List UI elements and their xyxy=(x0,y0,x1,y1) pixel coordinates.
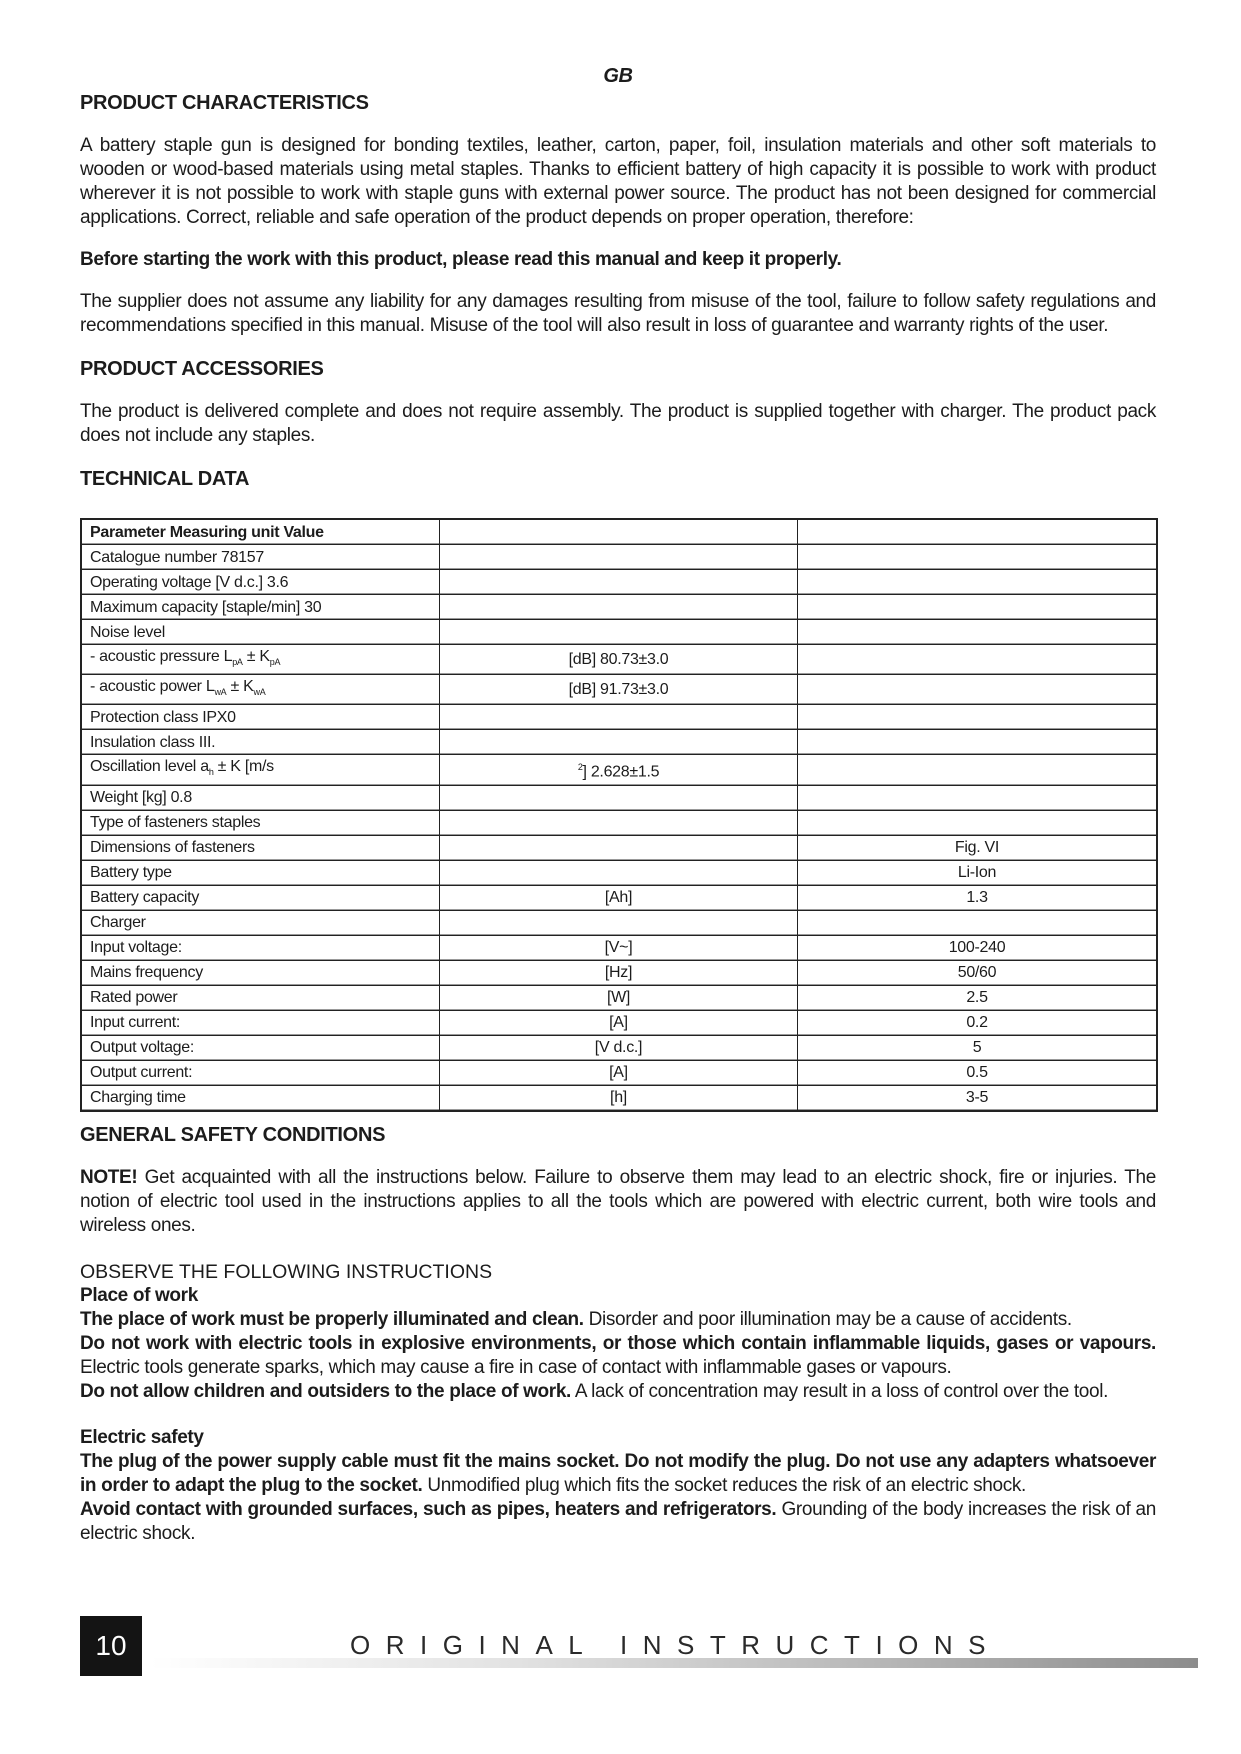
electric-rule-2-text: Grounding of the body increases the risk of an electric shock. xyxy=(80,1498,1156,1544)
parameter-cell xyxy=(82,811,440,836)
unit-cell xyxy=(440,811,798,836)
place-rule-3-text: A lack of concentration may result in a loss of control over the tool. xyxy=(571,1380,1108,1402)
value-cell xyxy=(798,705,1156,730)
parameter-cell xyxy=(82,595,440,620)
parameter-cell xyxy=(82,755,440,785)
unit-text: ] 2.628±1.5 xyxy=(582,763,660,781)
unit-cell xyxy=(440,861,798,886)
parameter-text: Rated power xyxy=(90,989,178,1007)
table-row xyxy=(82,595,1156,620)
value-cell xyxy=(798,811,1156,836)
unit-text: [Hz] xyxy=(604,964,633,982)
value-cell: 3-5 xyxy=(798,1086,1156,1110)
unit-cell xyxy=(440,675,798,705)
parameter-text: Operating voltage [V d.c.] 3.6 xyxy=(90,573,289,591)
parameter-cell xyxy=(82,1011,440,1036)
parameter-cell xyxy=(82,786,440,811)
parameter-cell xyxy=(82,520,440,545)
value-cell: 2.5 xyxy=(798,986,1156,1011)
unit-cell xyxy=(440,645,798,675)
unit-cell xyxy=(440,755,798,785)
place-rule-2-text: Electric tools generate sparks, which may cause a fire in case of contact with inflammable gases or vapours. xyxy=(80,1356,952,1378)
value-cell: 5 xyxy=(798,1036,1156,1061)
electric-rule-2 xyxy=(80,1498,1156,1546)
unit-text: [V~] xyxy=(604,939,633,957)
table-row xyxy=(82,811,1156,836)
parameter-cell xyxy=(82,1061,440,1086)
unit-cell xyxy=(440,620,798,645)
unit-cell xyxy=(440,1061,798,1086)
parameter-subscript: wA xyxy=(253,687,266,698)
section-title-technical-data: TECHNICAL DATA xyxy=(80,468,250,490)
parameter-cell xyxy=(82,645,440,675)
table-row xyxy=(82,570,1156,595)
electric-rule-1-text: Unmodified plug which fits the socket reduces the risk of an electric shock. xyxy=(422,1474,1026,1496)
parameter-subscript: wA xyxy=(214,687,227,698)
parameter-text: Oscillation level a xyxy=(90,758,209,776)
place-rule-2-bold: Do not work with electric tools in explosive environments, or those which contain inflammable liquids, gases or vapours. xyxy=(80,1332,1156,1354)
parameter-text: Output voltage: xyxy=(90,1039,195,1057)
unit-cell xyxy=(440,520,798,545)
table-row xyxy=(82,675,1156,705)
unit-cell xyxy=(440,1036,798,1061)
unit-text: [V d.c.] xyxy=(594,1039,643,1057)
table-row xyxy=(82,786,1156,811)
table-row xyxy=(82,886,1156,911)
observe-instructions-heading: OBSERVE THE FOLLOWING INSTRUCTIONS xyxy=(80,1260,493,1283)
parameter-cell xyxy=(82,936,440,961)
parameter-cell xyxy=(82,961,440,986)
place-rule-1-text: Disorder and poor illumination may be a cause of accidents. xyxy=(583,1308,1072,1330)
value-cell xyxy=(798,675,1156,705)
parameter-subscript: h xyxy=(208,767,214,778)
table-row xyxy=(82,705,1156,730)
parameter-text: Dimensions of fasteners xyxy=(90,839,255,857)
value-cell: 1.3 xyxy=(798,886,1156,911)
unit-cell xyxy=(440,570,798,595)
parameter-text: - acoustic power L xyxy=(90,678,215,696)
value-cell xyxy=(798,645,1156,675)
parameter-cell xyxy=(82,570,440,595)
electric-rule-1-bold: The plug of the power supply cable must fit the mains socket. Do not modify the plug. Do not use any adapters whatsoever in order to adapt the plug to the socket. xyxy=(80,1450,1156,1496)
parameter-text: Maximum capacity [staple/min] 30 xyxy=(90,598,322,616)
value-cell: 100-240 xyxy=(798,936,1156,961)
parameter-text: Mains frequency xyxy=(90,964,203,982)
parameter-text: Output current: xyxy=(90,1064,193,1082)
unit-cell xyxy=(440,911,798,936)
value-cell xyxy=(798,545,1156,570)
table-row xyxy=(82,986,1156,1011)
liability-paragraph: The supplier does not assume any liability for any damages resulting from misuse of the tool, failure to follow safety regulations and recommendations specified in this manual. Misuse of the tool will also result in loss of guarantee and warranty rights of the user. xyxy=(80,291,1156,336)
unit-cell xyxy=(440,886,798,911)
table-row xyxy=(82,1086,1156,1110)
unit-text: [A] xyxy=(609,1014,628,1032)
table-row xyxy=(82,836,1156,861)
value-cell xyxy=(798,620,1156,645)
note-text: Get acquainted with all the instructions below. Failure to observe them may lead to an electric shock, fire or injuries. The notion of electric tool used in the instructions applies to all the tools which are powered with electric current, both wire tools and wireless ones. xyxy=(80,1166,1156,1236)
parameter-cell xyxy=(82,836,440,861)
place-rule-1-bold: The place of work must be properly illuminated and clean. xyxy=(80,1308,584,1330)
value-cell xyxy=(798,730,1156,755)
unit-cell xyxy=(440,936,798,961)
parameter-cell xyxy=(82,620,440,645)
table-row xyxy=(82,936,1156,961)
electric-safety-title: Electric safety xyxy=(80,1426,204,1448)
unit-text: [dB] 80.73±3.0 xyxy=(568,651,669,669)
unit-cell xyxy=(440,730,798,755)
parameter-cell xyxy=(82,1036,440,1061)
table-row xyxy=(82,961,1156,986)
language-label: GB xyxy=(603,65,633,87)
value-cell xyxy=(798,595,1156,620)
value-cell xyxy=(798,755,1156,785)
parameter-cell xyxy=(82,911,440,936)
page-number: 10 xyxy=(80,1616,142,1676)
page-content xyxy=(80,58,1156,1546)
electric-rule-1 xyxy=(80,1450,1156,1498)
table-row xyxy=(82,730,1156,755)
unit-cell xyxy=(440,836,798,861)
read-manual-notice: Before starting the work with this product, please read this manual and keep it properly. xyxy=(80,249,842,270)
value-cell xyxy=(798,520,1156,545)
unit-text: [W] xyxy=(606,989,631,1007)
table-row xyxy=(82,1036,1156,1061)
table-row xyxy=(82,1011,1156,1036)
unit-cell xyxy=(440,705,798,730)
value-cell: 0.2 xyxy=(798,1011,1156,1036)
parameter-text-mid: ± K xyxy=(226,678,254,696)
value-cell xyxy=(798,570,1156,595)
parameter-subscript: pA xyxy=(269,657,281,668)
table-row xyxy=(82,545,1156,570)
unit-superscript: 2 xyxy=(577,762,583,773)
unit-cell xyxy=(440,1086,798,1110)
parameter-cell xyxy=(82,675,440,705)
parameter-cell xyxy=(82,705,440,730)
parameter-text: Catalogue number 78157 xyxy=(90,548,264,566)
place-of-work-title: Place of work xyxy=(80,1284,198,1306)
parameter-text: Charging time xyxy=(90,1089,186,1107)
footer-original-instructions: ORIGINAL INSTRUCTIONS xyxy=(350,1630,1002,1660)
table-row xyxy=(82,1061,1156,1086)
unit-cell xyxy=(440,595,798,620)
parameter-subscript: pA xyxy=(232,657,243,668)
parameter-text: Charger xyxy=(90,914,146,932)
unit-cell xyxy=(440,961,798,986)
table-row xyxy=(82,755,1156,785)
value-cell: Li-Ion xyxy=(798,861,1156,886)
parameter-text: Parameter Measuring unit Value xyxy=(90,523,324,541)
parameter-text: - acoustic pressure L xyxy=(90,648,233,665)
value-cell: 0.5 xyxy=(798,1061,1156,1086)
parameter-text: Input current: xyxy=(90,1014,181,1032)
unit-cell xyxy=(440,1011,798,1036)
place-rule-2 xyxy=(80,1332,1156,1380)
value-cell xyxy=(798,786,1156,811)
value-cell: Fig. VI xyxy=(798,836,1156,861)
unit-cell xyxy=(440,786,798,811)
characteristics-paragraph: A battery staple gun is designed for bonding textiles, leather, carton, paper, foil, insulation materials and other soft materials to wooden or wood-based materials using metal staples. Thanks to efficient battery of high capacity it is possible to work with product wherever it is not possible to work with staple guns with external power source. The product has not been designed for commercial applications. Correct, reliable and safe operation of the product depends on proper operation, therefore: xyxy=(80,135,1156,228)
value-cell xyxy=(798,911,1156,936)
electric-rule-2-bold: Avoid contact with grounded surfaces, such as pipes, heaters and refrigerators. xyxy=(80,1498,777,1520)
place-rule-1 xyxy=(80,1308,1156,1332)
table-row xyxy=(82,911,1156,936)
note-label: NOTE! xyxy=(80,1166,138,1188)
parameter-cell xyxy=(82,730,440,755)
value-cell: 50/60 xyxy=(798,961,1156,986)
parameter-text: Input voltage: xyxy=(90,939,182,957)
parameter-text: Type of fasteners staples xyxy=(90,814,261,832)
parameter-text: Insulation class III. xyxy=(90,733,216,751)
table-row xyxy=(82,520,1156,545)
table-row xyxy=(82,620,1156,645)
place-rule-3-bold: Do not allow children and outsiders to the place of work. xyxy=(80,1380,571,1402)
accessories-paragraph: The product is delivered complete and does not require assembly. The product is supplied together with charger. The product pack does not include any staples. xyxy=(80,401,1156,446)
section-title-accessories: PRODUCT ACCESSORIES xyxy=(80,358,324,380)
parameter-cell xyxy=(82,1086,440,1110)
unit-text: [h] xyxy=(610,1089,627,1107)
place-rule-3 xyxy=(80,1380,1156,1404)
safety-note-paragraph xyxy=(80,1166,1156,1238)
unit-text: [Ah] xyxy=(604,889,633,907)
section-title-safety: GENERAL SAFETY CONDITIONS xyxy=(80,1123,386,1146)
parameter-cell xyxy=(82,886,440,911)
parameter-text: Battery type xyxy=(90,864,172,882)
parameter-cell xyxy=(82,861,440,886)
parameter-text-mid: ± K [m/s xyxy=(213,758,274,776)
table-row xyxy=(82,861,1156,886)
parameter-cell xyxy=(82,986,440,1011)
section-title-characteristics: PRODUCT CHARACTERISTICS xyxy=(80,92,369,114)
unit-cell xyxy=(440,986,798,1011)
unit-text: [dB] 91.73±3.0 xyxy=(568,681,669,699)
parameter-cell xyxy=(82,545,440,570)
parameter-text: Protection class IPX0 xyxy=(90,708,236,726)
parameter-text: Battery capacity xyxy=(90,889,200,907)
table-row xyxy=(82,645,1156,675)
unit-cell xyxy=(440,545,798,570)
unit-text: [A] xyxy=(609,1064,628,1082)
parameter-text: Noise level xyxy=(90,623,165,641)
parameter-text: Weight [kg] 0.8 xyxy=(90,789,192,807)
technical-data-table xyxy=(80,518,1158,1112)
parameter-text-mid: ± K xyxy=(242,648,270,665)
